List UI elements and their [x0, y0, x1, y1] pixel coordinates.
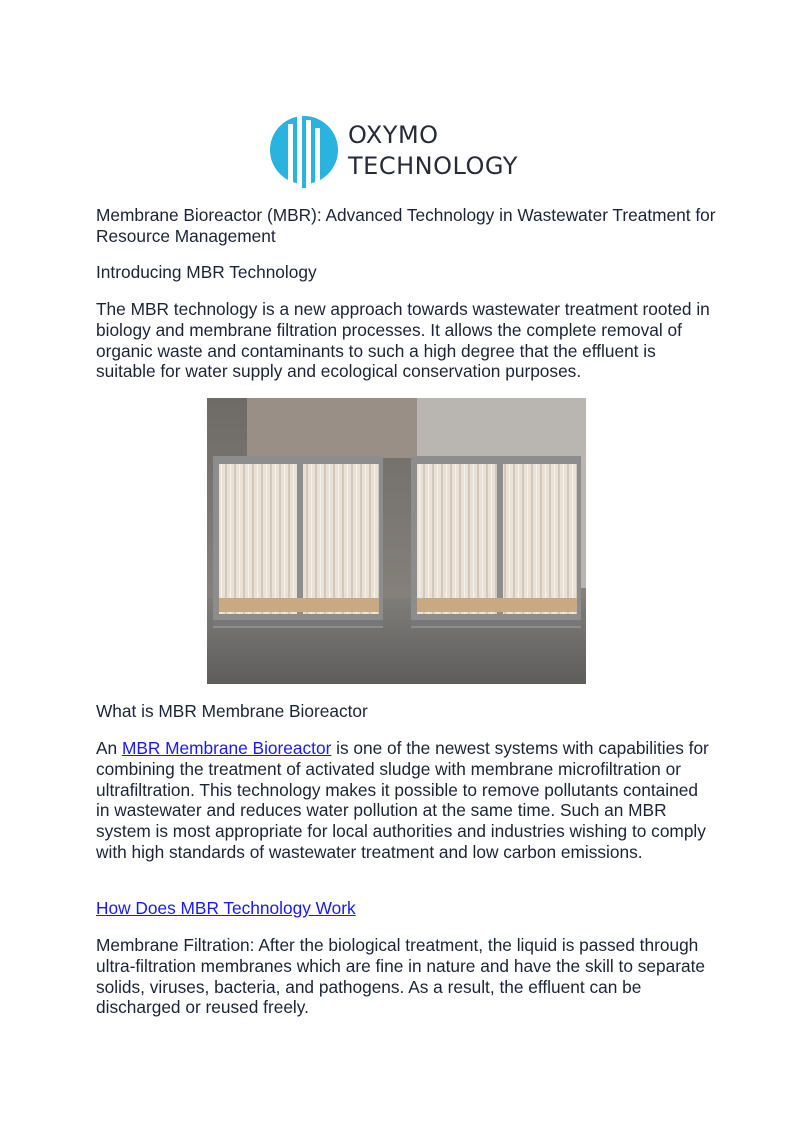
company-logo [268, 112, 528, 190]
mbr-membrane-bioreactor-link[interactable]: MBR Membrane Bioreactor [121, 738, 332, 758]
intro-heading: Introducing MBR Technology [96, 262, 317, 282]
what-paragraph-body: is one of the newest systems with capabilities for combining the treatment of activated sludge with membrane microfiltration or ultrafiltration. This technology makes it possible to remove pollutants contained in wastewater and reduces water pollution at the same time. Such an MBR system is most appropriate for local authorities and industries wishing to comply with high standards of wastewater treatment and low carbon emissions. [96, 738, 709, 862]
filtration-paragraph: Membrane Filtration: After the biological treatment, the liquid is passed through ultra-filtration membranes which are fine in nature and have the skill to separate solids, viruses, bacteria, and pathogens. As a result, the effluent can be discharged or reused freely. [96, 935, 706, 1018]
mbr-modules-photo [207, 398, 586, 684]
how-does-mbr-work-link[interactable]: How Does MBR Technology Work [96, 898, 356, 918]
logo-subname: TECHNOLOGY [348, 152, 518, 180]
what-paragraph-prefix: An [96, 738, 122, 758]
logo-mark-icon [268, 112, 340, 190]
what-paragraph [96, 738, 716, 863]
logo-name: OXYMO [348, 121, 439, 149]
what-heading: What is MBR Membrane Bioreactor [96, 701, 368, 721]
intro-paragraph: The MBR technology is a new approach towards wastewater treatment rooted in biology and membrane filtration processes. It allows the complete removal of organic waste and contaminants to such a high degree that the effluent is suitable for water supply and ecological conservation purposes. [96, 299, 710, 382]
how-section-paragraph [96, 898, 716, 919]
page-title: Membrane Bioreactor (MBR): Advanced Technology in Wastewater Treatment for Resource Management [96, 205, 716, 246]
